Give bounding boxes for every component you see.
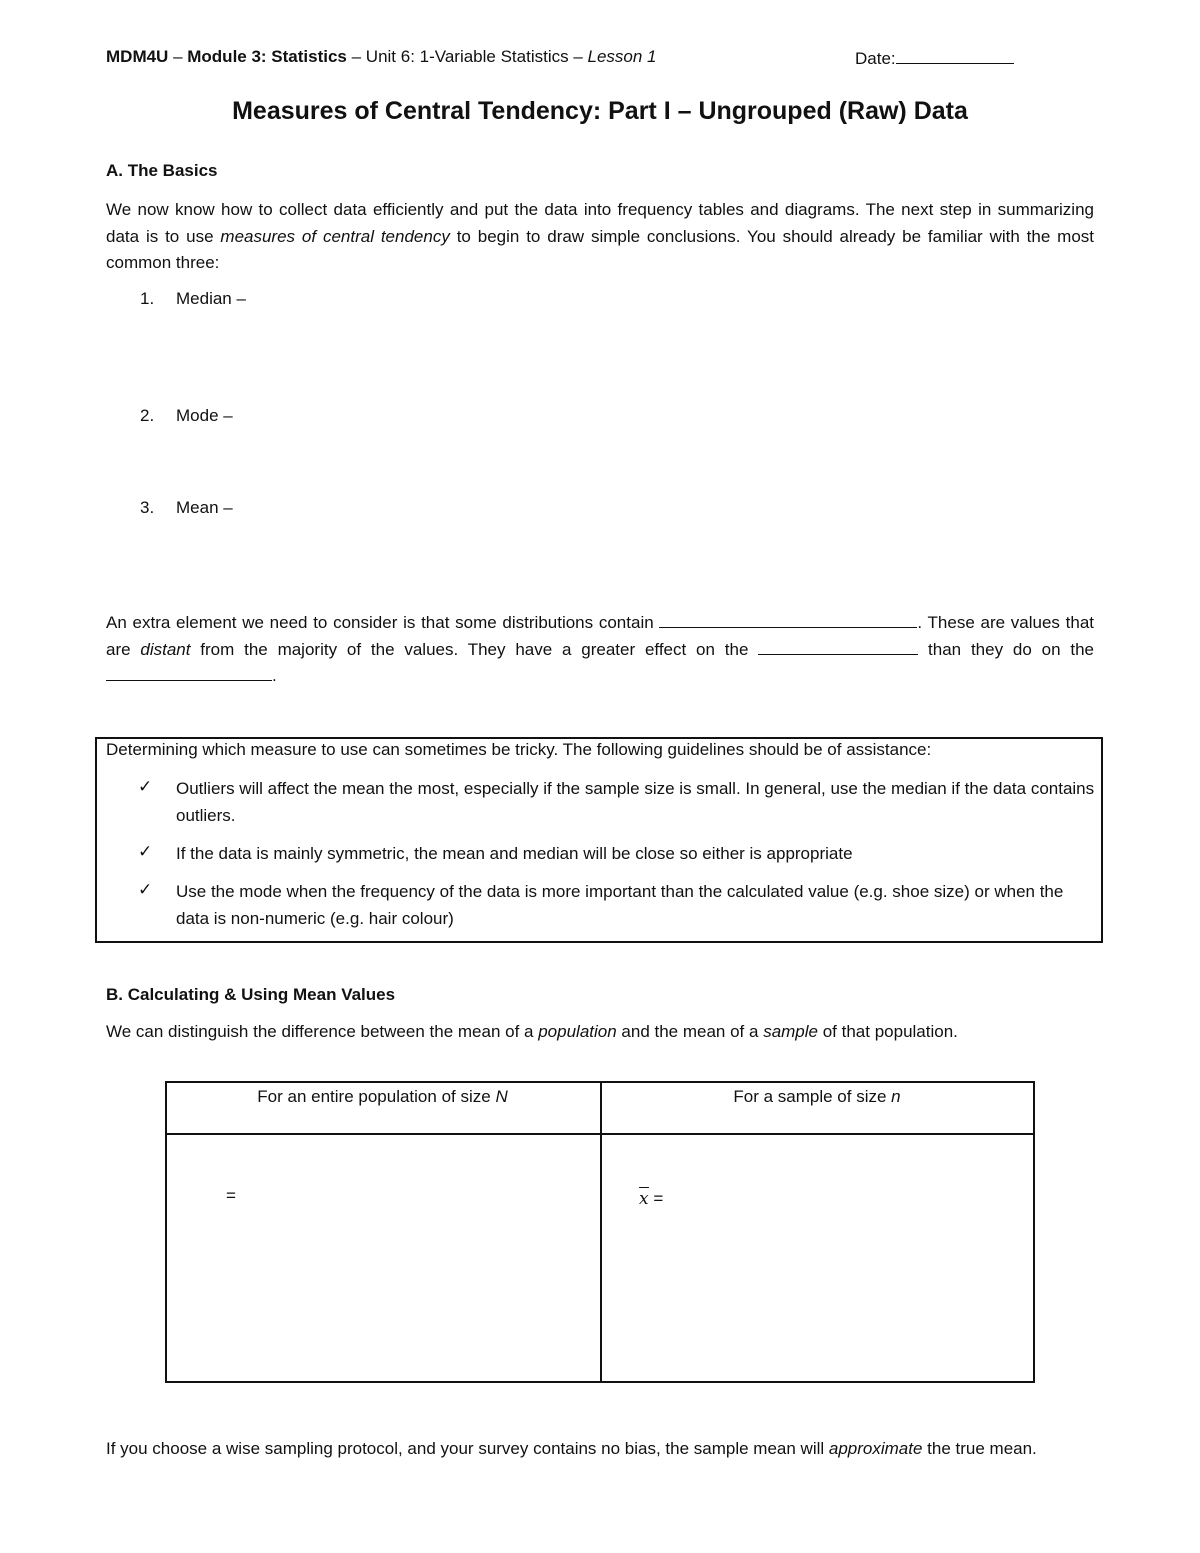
checkmark-icon: ✓	[138, 880, 153, 899]
module-name: Module 3: Statistics	[187, 47, 347, 66]
date-blank[interactable]	[896, 47, 1014, 64]
page-header: MDM4U – Module 3: Statistics – Unit 6: 1-Variable Statistics – Lesson 1	[106, 47, 657, 66]
sample-mean-equation: x =	[639, 1189, 664, 1209]
guideline-item: If the data is mainly symmetric, the mean and median will be close so either is appropriate	[176, 844, 853, 863]
guideline-item: Outliers will affect the mean the most, especially if the sample size is small. In general, use the median if the data contains outliers.	[176, 779, 1095, 825]
course-code: MDM4U	[106, 47, 169, 66]
checkmark-icon: ✓	[138, 842, 153, 861]
list-item-median: 1. Median –	[140, 289, 246, 308]
blank-outliers[interactable]	[659, 612, 917, 628]
table-header-sample: For a sample of size n	[733, 1087, 901, 1106]
table-header-population: For an entire population of size N	[257, 1087, 508, 1106]
blank-greater-effect[interactable]	[758, 639, 918, 655]
population-mean-equation: =	[226, 1186, 236, 1205]
closing-paragraph: If you choose a wise sampling protocol, and your survey contains no bias, the sample mean will approximate the true mean.	[106, 1439, 1037, 1458]
x-bar-symbol: x	[639, 1189, 649, 1209]
section-a-heading: A. The Basics	[106, 161, 218, 180]
lesson-name: Lesson 1	[587, 47, 657, 66]
guidelines-intro: Determining which measure to use can sometimes be tricky. The following guidelines should be of assistance:	[106, 740, 932, 759]
date-label: Date:	[855, 49, 896, 68]
table-column-divider	[600, 1083, 602, 1381]
blank-lesser-effect[interactable]	[106, 665, 272, 681]
mean-formula-table	[165, 1081, 1035, 1383]
list-item-mode: 2. Mode –	[140, 406, 233, 425]
section-b-intro: We can distinguish the difference between the mean of a population and the mean of a sample of that population.	[106, 1022, 958, 1041]
unit-name: – Unit 6: 1-Variable Statistics –	[346, 47, 588, 66]
checkmark-icon: ✓	[138, 777, 153, 796]
section-a-intro: We now know how to collect data efficiently and put the data into frequency tables and diagrams. The next step in summarizing data is to use measures of central tendency to begin to draw simple conclusions. You should already be familiar with the most common three:	[106, 200, 1095, 272]
outliers-paragraph: An extra element we need to consider is that some distributions contain . These are values that are distant from the majority of the values. They have a greater effect on the than they do on the .	[106, 613, 1094, 685]
page-title: Measures of Central Tendency: Part I – Ungrouped (Raw) Data	[232, 97, 968, 125]
date-field[interactable]	[855, 47, 1014, 69]
list-item-mean: 3. Mean –	[140, 498, 233, 517]
guideline-item: Use the mode when the frequency of the data is more important than the calculated value (e.g. shoe size) or when the data is non-numeric (e.g. hair colour)	[176, 882, 1064, 928]
section-b-heading: B. Calculating & Using Mean Values	[106, 985, 396, 1004]
